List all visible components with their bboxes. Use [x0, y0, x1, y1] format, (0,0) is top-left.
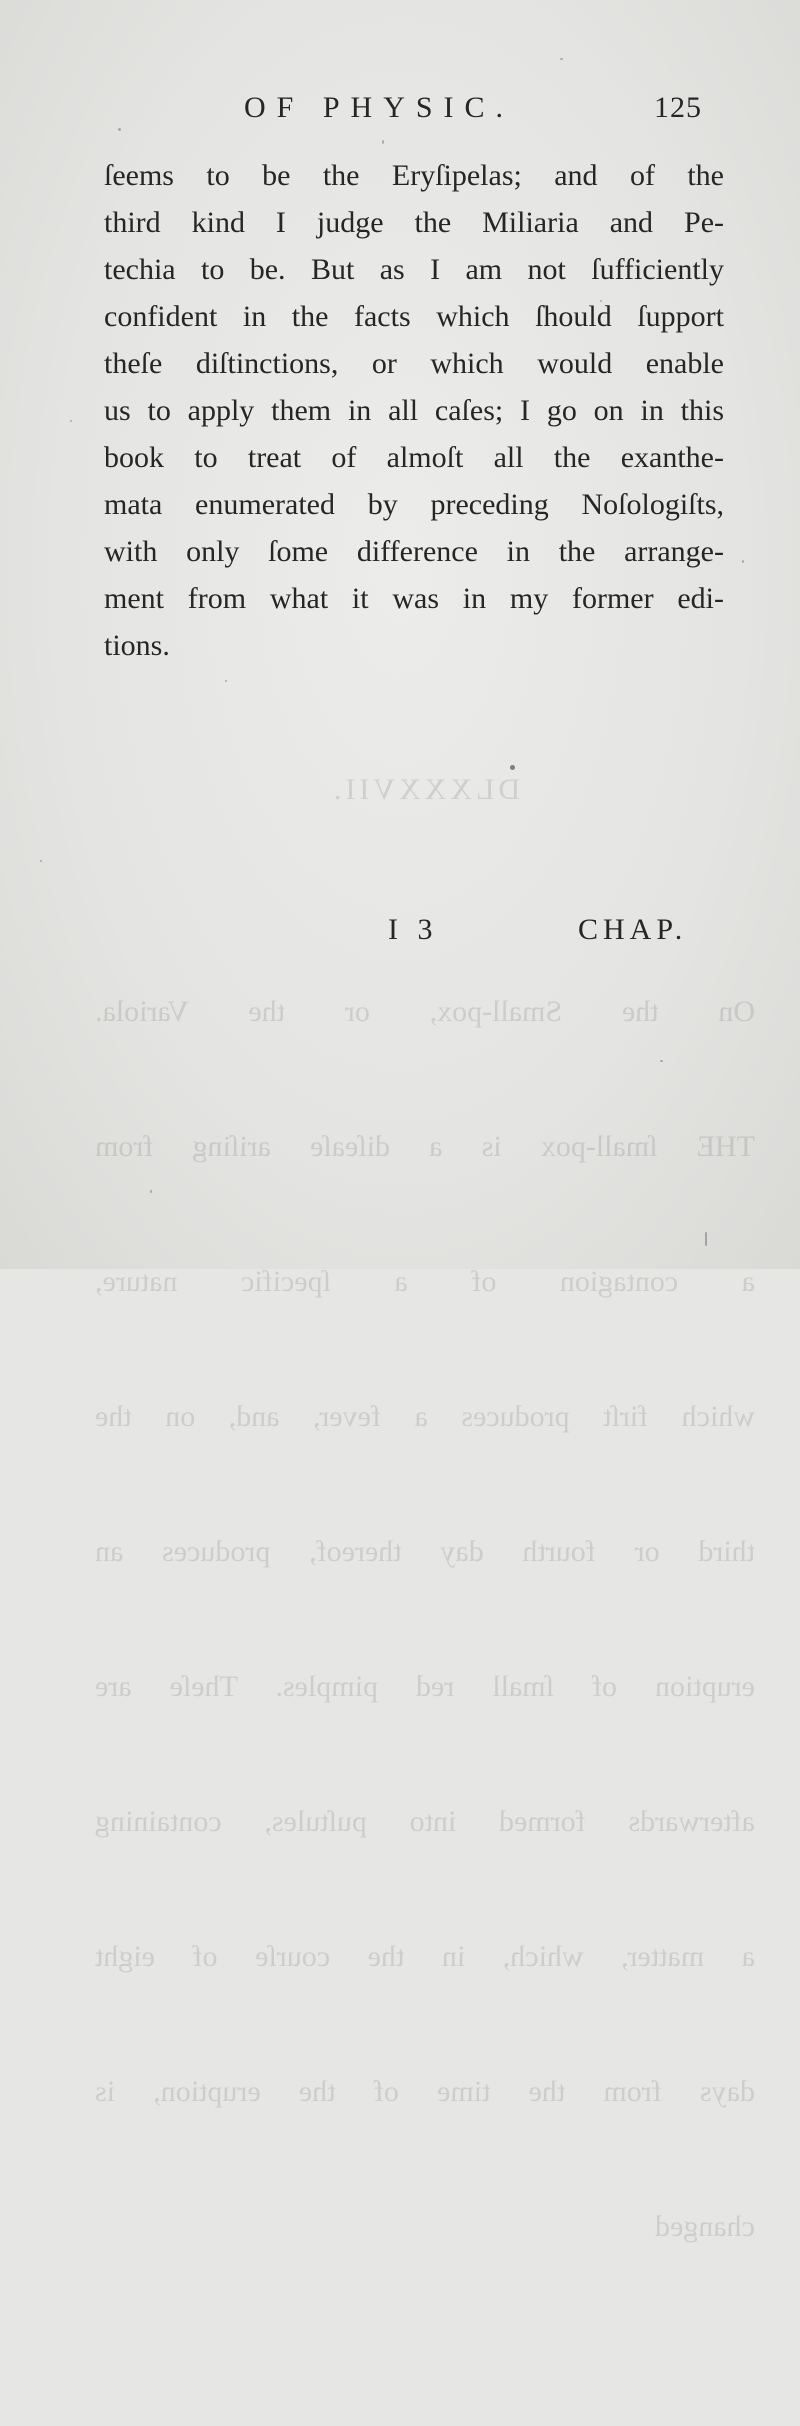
- paper-speck: [382, 140, 384, 144]
- show-through-line: On the Small-pox, or the Variola.: [95, 995, 755, 1028]
- paper-speck: [510, 765, 515, 770]
- catchword: CHAP.: [578, 913, 688, 946]
- text-line: third kind I judge the Miliaria and Pe-: [104, 206, 724, 239]
- body-text: [104, 152, 724, 669]
- text-line: with only ſome difference in the arrange-: [104, 535, 724, 568]
- paper-speck: [40, 860, 42, 862]
- page-footer: [0, 906, 800, 954]
- signature-mark: I 3: [388, 913, 439, 946]
- show-through-line: a matter, which, in the courſe of eight: [95, 1940, 755, 1973]
- text-line: ment from what it was in my former edi-: [104, 582, 724, 615]
- text-line: us to apply them in all caſes; I go on in this: [104, 394, 724, 427]
- show-through-line: changed: [655, 2210, 755, 2243]
- paper-speck: [118, 128, 121, 131]
- text-line: book to treat of almoſt all the exanthe-: [104, 441, 724, 474]
- show-through-line: third or fourth day thereof, produces an: [95, 1535, 755, 1568]
- paper-speck: [150, 1190, 152, 1193]
- paper-speck: [705, 1232, 707, 1246]
- running-head: OF PHYSIC.: [244, 91, 515, 124]
- text-line: mata enumerated by preceding Noſologiſts,: [104, 488, 724, 521]
- paper-speck: [560, 58, 563, 60]
- show-through-numeral: DLXXXVII.: [329, 773, 521, 806]
- paper-speck: [225, 680, 227, 682]
- show-through-line: days from the time of the eruption, is: [95, 2075, 755, 2108]
- paper-speck: [660, 1060, 663, 1062]
- text-line: techia to be. But as I am not ſufficiently: [104, 253, 724, 286]
- show-through-line: THE ſmall-pox is a diſeaſe ariſing from: [95, 1130, 755, 1163]
- show-through-line: eruption of ſmall red pimples. Theſe are: [95, 1670, 755, 1703]
- text-line: tions.: [104, 629, 170, 662]
- text-line: ſeems to be the Eryſipelas; and of the: [104, 159, 724, 192]
- page-header: [0, 86, 800, 130]
- text-line: confident in the facts which ſhould ſupport: [104, 300, 724, 333]
- paper-speck: [742, 560, 744, 563]
- paper-speck: [70, 420, 72, 422]
- paper-speck: [600, 300, 602, 302]
- text-line: theſe diſtinctions, or which would enable: [104, 347, 724, 380]
- show-through-lines: [95, 900, 755, 2338]
- page-number: 125: [654, 91, 702, 124]
- show-through-line: afterwards formed into puſtules, containing: [95, 1805, 755, 1838]
- show-through-line: a contagion of a ſpecific nature,: [95, 1265, 755, 1298]
- show-through-line: which firſt produces a fever, and, on the: [95, 1400, 755, 1433]
